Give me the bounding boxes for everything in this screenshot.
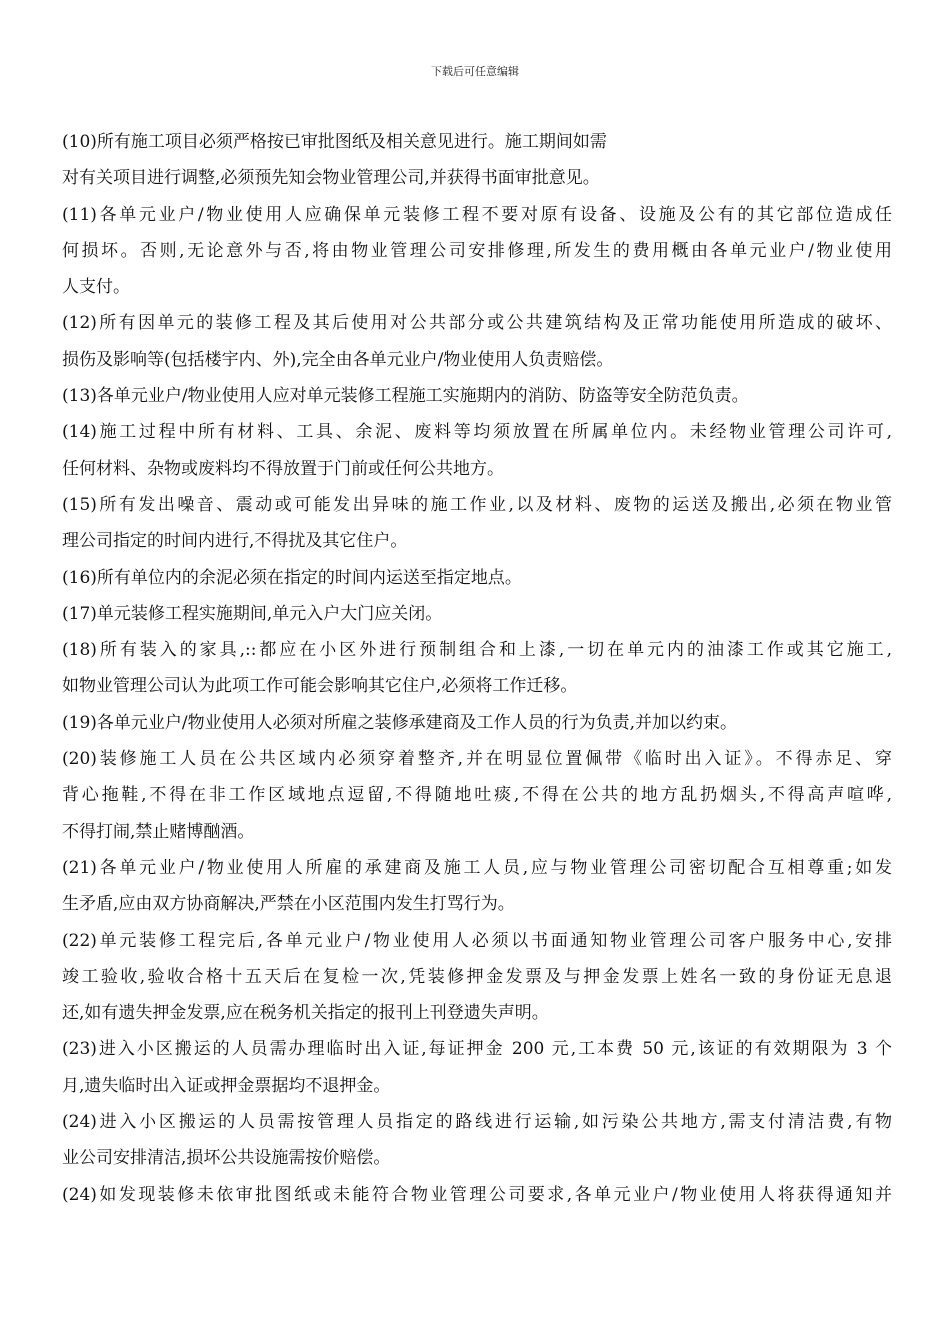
text-line: (24)进入小区搬运的人员需按管理人员指定的路线进行运输,如污染公共地方,需支付清洁费,有物 [62,1112,892,1133]
text-line: 竣工验收,验收合格十五天后在复检一次,凭装修押金发票及与押金发票上姓名一致的身份证无息退 [62,966,892,987]
text-line: 损伤及影响等(包括楼宇内、外),完全由各单元业户/物业使用人负责赔偿。 [62,349,614,370]
text-line: 还,如有遗失押金发票,应在税务机关指定的报刊上刊登遗失声明。 [62,1003,549,1024]
text-line: 对有关项目进行调整,必须预先知会物业管理公司,并获得书面审批意见。 [62,168,600,189]
text-line: 业公司安排清洁,损坏公共设施需按价赔偿。 [62,1148,391,1169]
text-line: 月,遗失临时出入证或押金票据均不退押金。 [62,1075,391,1096]
text-line: (20)装修施工人员在公共区域内必须穿着整齐,并在明显位置佩带《临时出入证》。不得赤足、穿 [62,749,892,770]
text-line: 如物业管理公司认为此项工作可能会影响其它住户,必须将工作迁移。 [62,676,578,697]
text-line: (10)所有施工项目必须严格按已审批图纸及相关意见进行。施工期间如需 [62,132,607,152]
text-line: (14)施工过程中所有材料、工具、余泥、废料等均须放置在所属单位内。未经物业管理公司许可, [62,422,892,443]
document-body [62,124,892,1213]
text-line: 不得打闹,禁止赌博酗酒。 [62,821,255,842]
text-line: (19)各单元业户/物业使用人必须对所雇之装修承建商及工作人员的行为负责,并加以约束。 [62,712,738,733]
text-line: 人支付。 [62,277,130,298]
text-line: 任何材料、杂物或废料均不得放置于门前或任何公共地方。 [62,458,504,479]
text-line: (18)所有装入的家具,::都应在小区外进行预制组合和上漆,一切在单元内的油漆工作或其它施工, [62,640,892,661]
text-line: (23)进入小区搬运的人员需办理临时出入证,每证押金 200 元,工本费 50 元,该证的有效期限为 3 个 [62,1039,892,1060]
text-line: (15)所有发出噪音、震动或可能发出异味的施工作业,以及材料、废物的运送及搬出,必须在物业管 [62,494,892,515]
text-line: (21)各单元业户/物业使用人所雇的承建商及施工人员,应与物业管理公司密切配合互相尊重;如发 [62,857,892,878]
text-line: 生矛盾,应由双方协商解决,严禁在小区范围内发生打骂行为。 [62,894,515,915]
text-line: (11)各单元业户/物业使用人应确保单元装修工程不要对原有设备、设施及公有的其它部位造成任 [62,204,892,225]
text-line: 理公司指定的时间内进行,不得扰及其它住户。 [62,531,408,552]
text-line: (12)所有因单元的装修工程及其后使用对公共部分或公共建筑结构及正常功能使用所造成的破坏、 [62,313,892,334]
text-line: 何损坏。否则,无论意外与否,将由物业管理公司安排修理,所发生的费用概由各单元业户/物业使用 [62,240,892,261]
page-header: 下载后可任意编辑 [431,65,519,78]
text-line: 背心拖鞋,不得在非工作区域地点逗留,不得随地吐痰,不得在公共的地方乱扔烟头,不得高声喧哗, [62,785,892,806]
text-line: (22)单元装修工程完后,各单元业户/物业使用人必须以书面通知物业管理公司客户服务中心,安排 [62,930,892,951]
text-line: (16)所有单位内的余泥必须在指定的时间内运送至指定地点。 [62,567,522,588]
text-line: (24)如发现装修未依审批图纸或未能符合物业管理公司要求,各单元业户/物业使用人将获得通知并 [62,1184,892,1205]
text-line: (13)各单元业户/物业使用人应对单元装修工程施工实施期内的消防、防盗等安全防范负责。 [62,386,749,407]
text-line: (17)单元装修工程实施期间,单元入户大门应关闭。 [62,603,443,624]
